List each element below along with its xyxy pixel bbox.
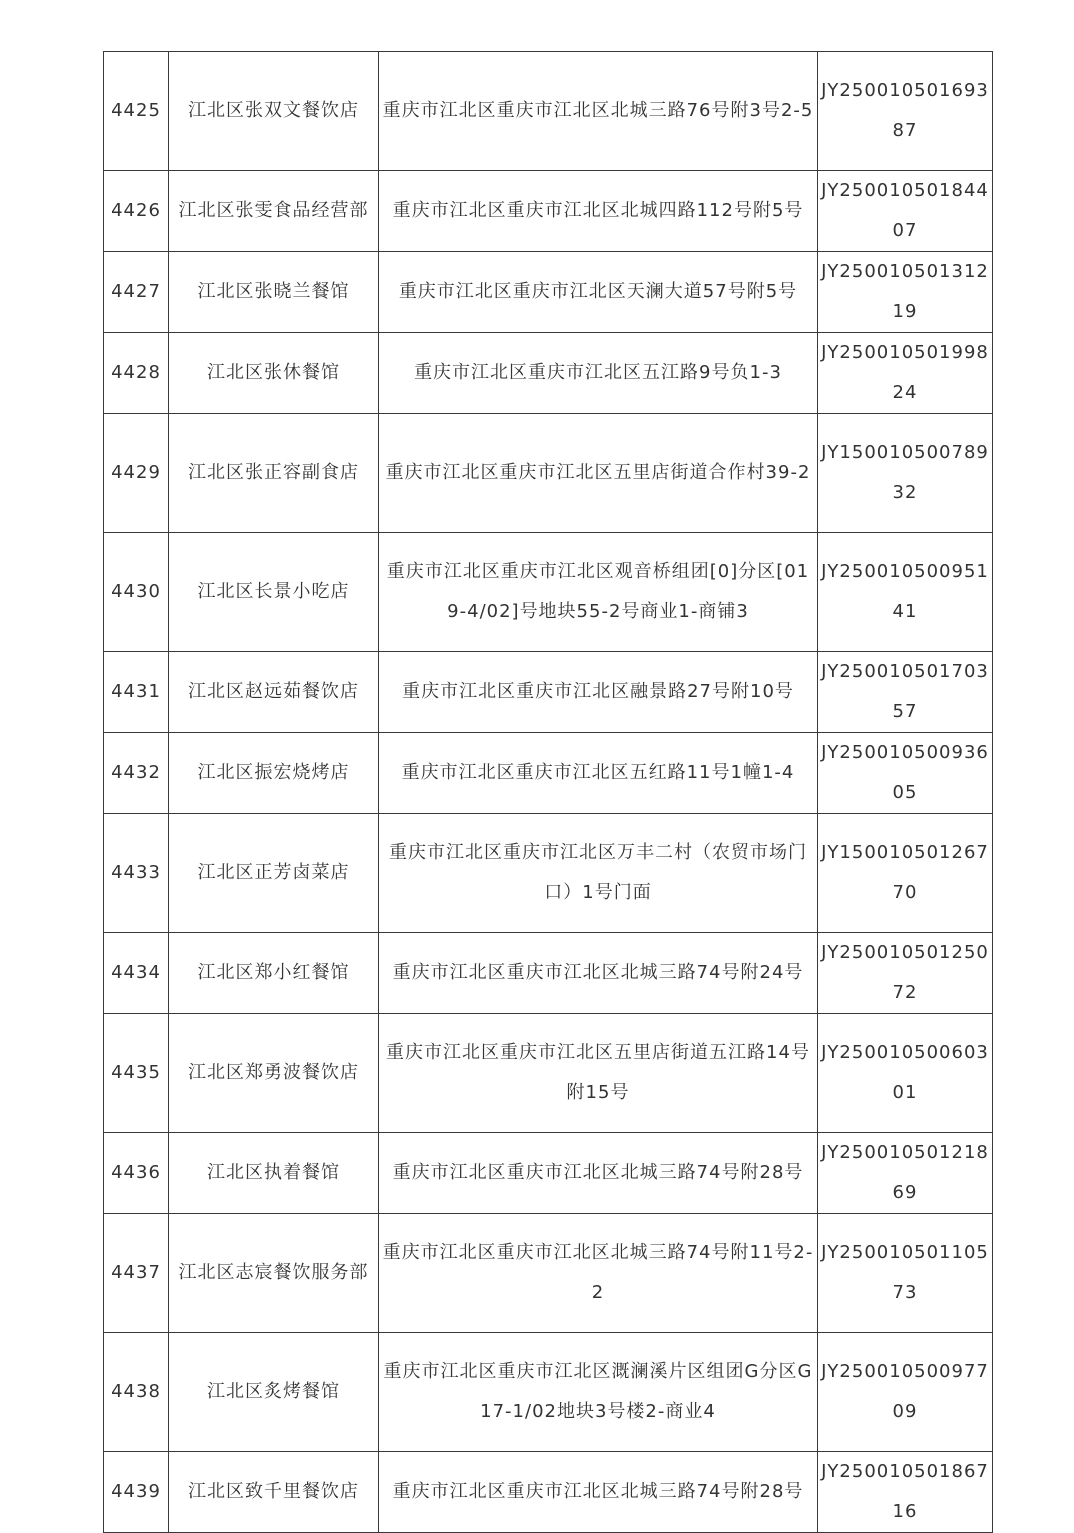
table-row [104,1214,993,1333]
row-number-cell: 4434 [104,933,169,1014]
address-cell: 重庆市江北区重庆市江北区北城三路76号附3号2-5 [379,52,818,171]
address-cell: 重庆市江北区重庆市江北区五江路9号负1-3 [379,333,818,414]
address-cell: 重庆市江北区重庆市江北区五里店街道合作村39-2 [379,414,818,533]
license-number-cell: JY25001050121869 [818,1133,993,1214]
business-name-cell: 江北区正芳卤菜店 [169,814,379,933]
address-cell: 重庆市江北区重庆市江北区溉澜溪片区组团G分区G17-1/02地块3号楼2-商业4 [379,1333,818,1452]
address-cell: 重庆市江北区重庆市江北区观音桥组团[0]分区[019-4/02]号地块55-2号商业1-商铺3 [379,533,818,652]
license-number-cell: JY25001050170357 [818,652,993,733]
table-row [104,814,993,933]
business-name-cell: 江北区长景小吃店 [169,533,379,652]
business-name-cell: 江北区张正容副食店 [169,414,379,533]
row-number-cell: 4437 [104,1214,169,1333]
address-cell: 重庆市江北区重庆市江北区五里店街道五江路14号附15号 [379,1014,818,1133]
license-number-cell: JY15001050126770 [818,814,993,933]
business-name-cell: 江北区振宏烧烤店 [169,733,379,814]
business-name-cell: 江北区郑小红餐馆 [169,933,379,1014]
table-row [104,252,993,333]
row-number-cell: 4426 [104,171,169,252]
row-number-cell: 4431 [104,652,169,733]
row-number-cell: 4438 [104,1333,169,1452]
row-number-cell: 4430 [104,533,169,652]
row-number-cell: 4425 [104,52,169,171]
row-number-cell: 4435 [104,1014,169,1133]
table-row [104,733,993,814]
table-row [104,652,993,733]
row-number-cell: 4439 [104,1452,169,1533]
table-row [104,52,993,171]
license-number-cell: JY25001050169387 [818,52,993,171]
business-name-cell: 江北区郑勇波餐饮店 [169,1014,379,1133]
table-row [104,1452,993,1533]
license-number-cell: JY25001050110573 [818,1214,993,1333]
address-cell: 重庆市江北区重庆市江北区融景路27号附10号 [379,652,818,733]
license-number-cell: JY25001050125072 [818,933,993,1014]
address-cell: 重庆市江北区重庆市江北区北城三路74号附28号 [379,1452,818,1533]
row-number-cell: 4433 [104,814,169,933]
table-row [104,171,993,252]
license-number-cell: JY15001050078932 [818,414,993,533]
row-number-cell: 4428 [104,333,169,414]
license-number-cell: JY25001050186716 [818,1452,993,1533]
table-row [104,333,993,414]
license-number-cell: JY25001050131219 [818,252,993,333]
business-name-cell: 江北区张雯食品经营部 [169,171,379,252]
table-row [104,933,993,1014]
license-number-cell: JY25001050095141 [818,533,993,652]
address-cell: 重庆市江北区重庆市江北区北城四路112号附5号 [379,171,818,252]
address-cell: 重庆市江北区重庆市江北区五红路11号1幢1-4 [379,733,818,814]
business-name-cell: 江北区张休餐馆 [169,333,379,414]
business-name-cell: 江北区致千里餐饮店 [169,1452,379,1533]
license-number-cell: JY25001050184407 [818,171,993,252]
table-body [104,52,993,1533]
row-number-cell: 4427 [104,252,169,333]
address-cell: 重庆市江北区重庆市江北区北城三路74号附24号 [379,933,818,1014]
business-name-cell: 江北区炙烤餐馆 [169,1333,379,1452]
license-number-cell: JY25001050060301 [818,1014,993,1133]
row-number-cell: 4436 [104,1133,169,1214]
row-number-cell: 4432 [104,733,169,814]
address-cell: 重庆市江北区重庆市江北区万丰二村（农贸市场门口）1号门面 [379,814,818,933]
license-number-cell: JY25001050093605 [818,733,993,814]
business-name-cell: 江北区赵远茹餐饮店 [169,652,379,733]
table-row [104,1014,993,1133]
address-cell: 重庆市江北区重庆市江北区北城三路74号附11号2-2 [379,1214,818,1333]
business-name-cell: 江北区张晓兰餐馆 [169,252,379,333]
business-name-cell: 江北区执着餐馆 [169,1133,379,1214]
address-cell: 重庆市江北区重庆市江北区北城三路74号附28号 [379,1133,818,1214]
row-number-cell: 4429 [104,414,169,533]
business-name-cell: 江北区张双文餐饮店 [169,52,379,171]
address-cell: 重庆市江北区重庆市江北区天澜大道57号附5号 [379,252,818,333]
table-row [104,533,993,652]
table-row [104,1133,993,1214]
business-name-cell: 江北区志宸餐饮服务部 [169,1214,379,1333]
table-row [104,1333,993,1452]
license-number-cell: JY25001050199824 [818,333,993,414]
food-license-table [103,51,993,1533]
license-number-cell: JY25001050097709 [818,1333,993,1452]
table-row [104,414,993,533]
